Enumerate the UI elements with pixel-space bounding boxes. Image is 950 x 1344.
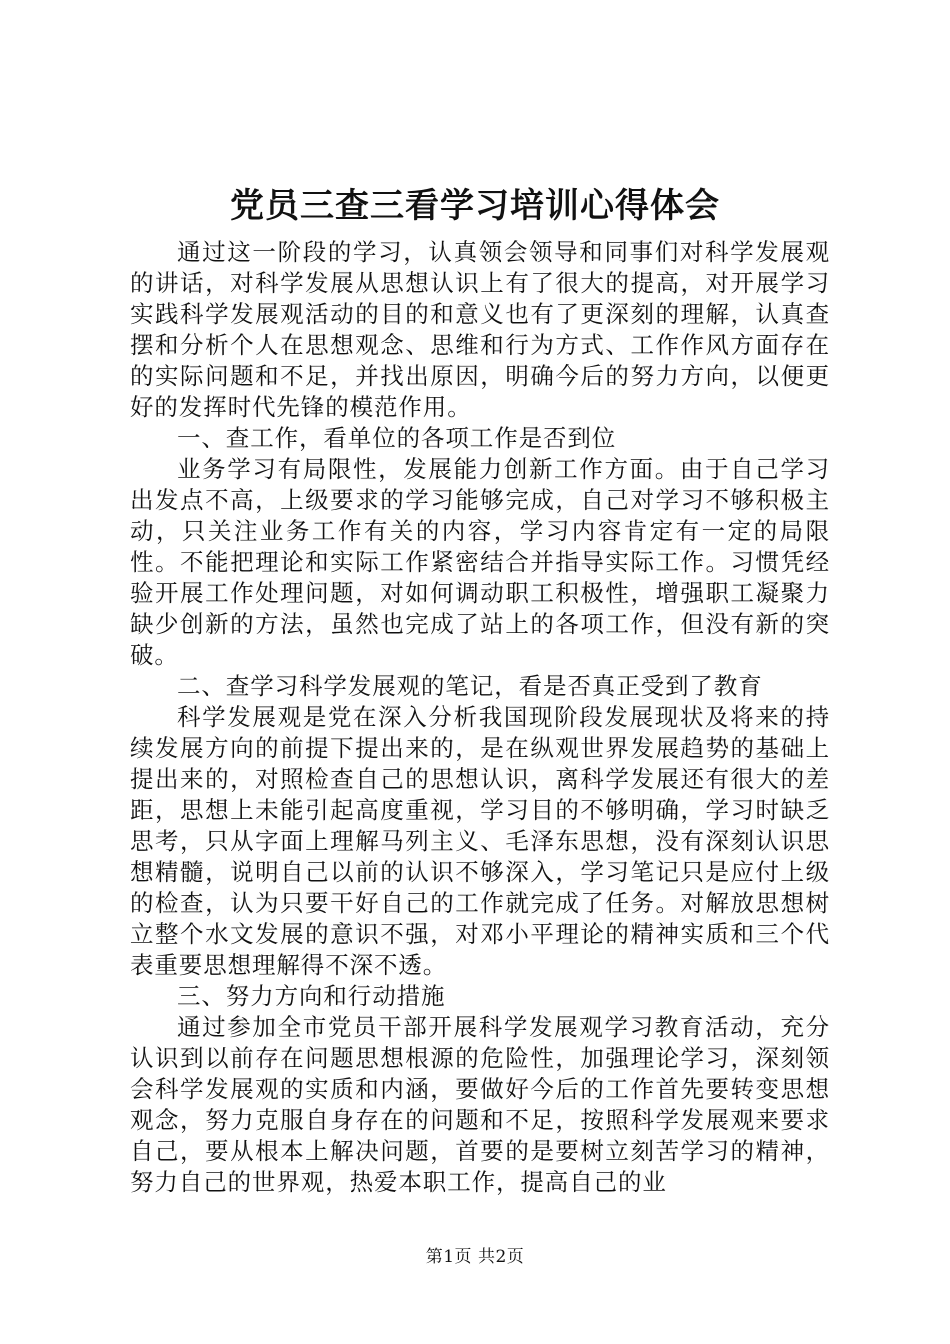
section-heading-1: 一、查工作，看单位的各项工作是否到位	[177, 424, 617, 452]
document-body	[130, 237, 830, 1198]
section-heading-3: 三、努力方向和行动措施	[177, 982, 446, 1010]
section-heading-2: 二、查学习科学发展观的笔记，看是否真正受到了教育	[177, 672, 763, 700]
paragraph-section-3: 通过参加全市党员干部开展科学发展观学习教育活动，充分认识到以前存在问题思想根源的危险性，加强理论学习，深刻领会科学发展观的实质和内涵，要做好今后的工作首先要转变思想观念，努力克服自身存在的问题和不足，按照科学发展观来要求自己，要从根本上解决问题，首要的是要树立刻苦学习的精神，努力自己的世界观，热爱本职工作，提高自己的业	[130, 1013, 830, 1196]
paragraph-intro: 通过这一阶段的学习，认真领会领导和同事们对科学发展观的讲话，对科学发展从思想认识上有了很大的提高，对开展学习实践科学发展观活动的目的和意义也有了更深刻的理解，认真查摆和分析个人在思想观念、思维和行为方式、工作作风方面存在的实际问题和不足，并找出原因，明确今后的努力方向，以便更好的发挥时代先锋的模范作用。	[130, 238, 830, 421]
paragraph-section-1: 业务学习有局限性，发展能力创新工作方面。由于自己学习出发点不高，上级要求的学习能够完成，自己对学习不够积极主动，只关注业务工作有关的内容，学习内容肯定有一定的局限性。不能把理论和实际工作紧密结合并指导实际工作。习惯凭经验开展工作处理问题，对如何调动职工积极性，增强职工凝聚力缺少创新的方法，虽然也完成了站上的各项工作，但没有新的突破。	[130, 455, 830, 669]
paragraph-section-2: 科学发展观是党在深入分析我国现阶段发展现状及将来的持续发展方向的前提下提出来的，是在纵观世界发展趋势的基础上提出来的，对照检查自己的思想认识，离科学发展还有很大的差距，思想上未能引起高度重视，学习目的不够明确，学习时缺乏思考，只从字面上理解马列主义、毛泽东思想，没有深刻认识思想精髓，说明自己以前的认识不够深入，学习笔记只是应付上级的检查，认为只要干好自己的工作就完成了任务。对解放思想树立整个水文发展的意识不强，对邓小平理论的精神实质和三个代表重要思想理解得不深不透。	[130, 703, 830, 979]
document-title: 党员三查三看学习培训心得体会	[230, 186, 720, 226]
page-number-footer: 第1页 共2页	[425, 1247, 525, 1267]
